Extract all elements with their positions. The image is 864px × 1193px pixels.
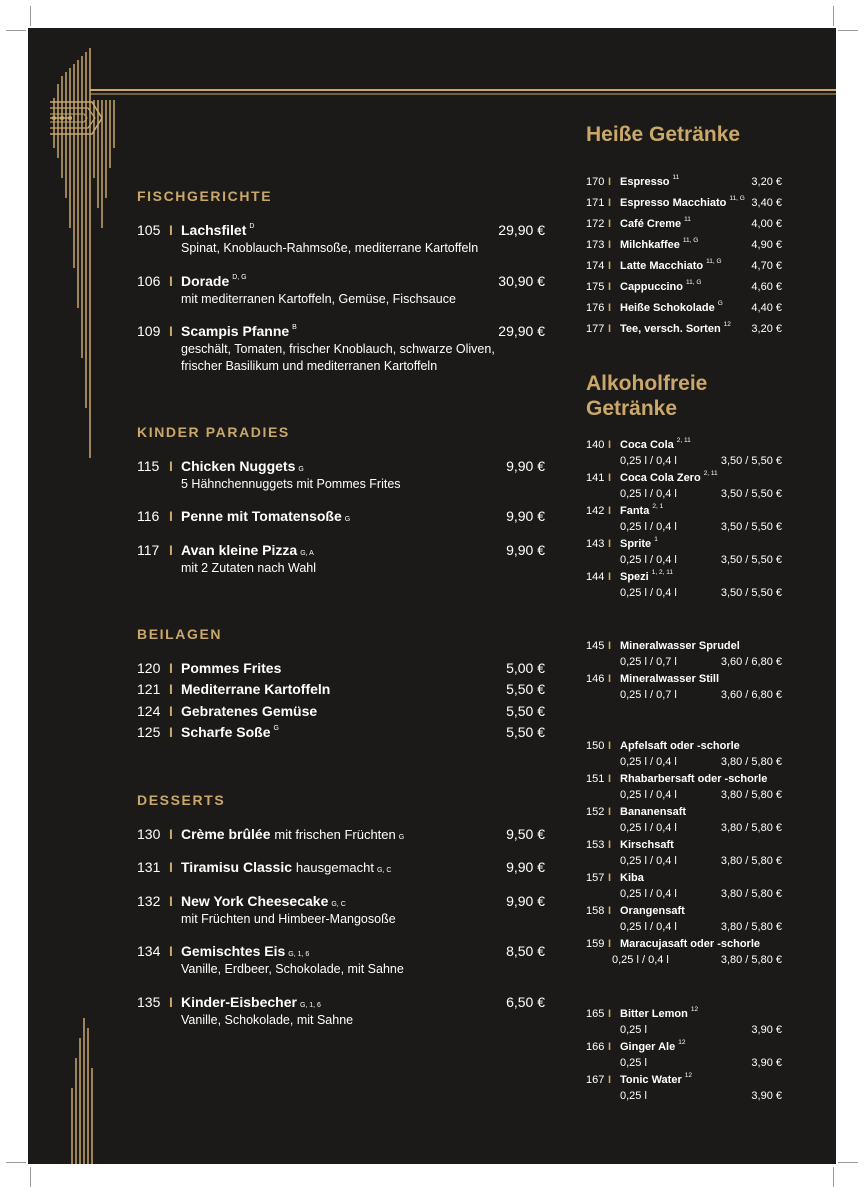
- menu-item: 134 I Gemischtes Eis G, 1, 6 8,50 € Vanille, Erdbeer, Schokolade, mit Sahne: [137, 943, 545, 976]
- crop-mark: [6, 1162, 26, 1163]
- section-title-desserts: DESSERTS: [137, 792, 226, 808]
- menu-item: 173 I Milchkaffee $^{11, G}$ 4,90 €: [586, 237, 782, 251]
- menu-item: 106 I Dorade $^{D, G}$ 30,90 € mit mediterranen Kartoffeln, Gemüse, Fischsauce: [137, 273, 545, 306]
- section-title-beilagen: BEILAGEN: [137, 626, 223, 642]
- menu-item: 177 I Tee, versch. Sorten $^{12}$ 3,20 €: [586, 321, 782, 335]
- menu-item: 150 I Apfelsaft oder -schorle: [586, 740, 740, 752]
- menu-item: 109 I Scampis Pfanne $^B$ 29,90 € geschält, Tomaten, frischer Knoblauch, schwarze Oliven, frischer Basilikum und mediterranen Kartoffeln: [137, 323, 545, 373]
- menu-item: 143 I Sprite $^1$: [586, 536, 658, 550]
- menu-item: 146 I Mineralwasser Still: [586, 673, 720, 685]
- menu-item: 115 I Chicken Nuggets G 9,90 € 5 Hähnchennuggets mit Pommes Frites: [137, 458, 545, 491]
- menu-item: 145 I Mineralwasser Sprudel: [586, 640, 740, 652]
- menu-item: 159 I Maracujasaft oder -schorle: [586, 938, 760, 950]
- menu-item: 140 I Coca Cola $^{2, 11}$: [586, 437, 691, 451]
- menu-item: 174 I Latte Macchiato $^{11, G}$ 4,70 €: [586, 258, 782, 272]
- section-title-heisse-getraenke: Heiße Getränke: [586, 123, 741, 146]
- menu-item: 151 I Rhabarbersaft oder -schorle: [586, 773, 768, 785]
- menu-item: 172 I Café Creme $^{11}$ 4,00 €: [586, 216, 782, 230]
- menu-item: 165 I Bitter Lemon $^{12}$: [586, 1006, 699, 1020]
- menu-item: 176 I Heiße Schokolade $^G$ 4,40 €: [586, 300, 782, 314]
- menu-item: 158 I Orangensaft: [586, 905, 685, 917]
- menu-item: 130 I Crème brûlée mit frischen Früchten G 9,50 €: [137, 826, 545, 842]
- menu-item: 167 I Tonic Water $^{12}$: [586, 1072, 692, 1086]
- menu-item: 142 I Fanta $^{2, 1}$: [586, 503, 664, 517]
- crop-mark: [833, 1167, 834, 1187]
- menu-item: 132 I New York Cheesecake G, C 9,90 € mit Früchten und Himbeer-Mangosoße: [137, 893, 545, 926]
- menu-item: 170 I Espresso $^{11}$ 3,20 €: [586, 174, 782, 188]
- crop-mark: [838, 1162, 858, 1163]
- menu-item: 153 I Kirschsaft: [586, 839, 674, 851]
- crop-mark: [30, 1167, 31, 1187]
- menu-item: 175 I Cappuccino $^{11, G}$ 4,60 €: [586, 279, 782, 293]
- menu-item: 171 I Espresso Macchiato $^{11, G}$ 3,40 €: [586, 195, 782, 209]
- section-title-alkoholfreie-getraenke: Alkoholfreie Getränke: [586, 372, 708, 420]
- menu-item: 120 I Pommes Frites 5,00 €: [137, 660, 545, 676]
- menu-item: 144 I Spezi $^{1, 2, 11}$: [586, 569, 673, 583]
- tonic-list: 165 I Bitter Lemon $^{12}$ 0,25 l 3,90 € 166 I Ginger Ale $^{12}$ 0,25 l 3,90 € 167 I Tonic Water $^{12}$ 0,25 l 3,90 €: [586, 1006, 782, 1102]
- crop-mark: [6, 30, 26, 31]
- menu-item: 124 I Gebratenes Gemüse 5,50 €: [137, 703, 545, 719]
- menu-item: 121 I Mediterrane Kartoffeln 5,50 €: [137, 681, 545, 697]
- juice-list: 150 I Apfelsaft oder -schorle 0,25 l / 0,4 l 3,80 / 5,80 € 151 I Rhabarbersaft oder -schorle 0,25 l / 0,4 l 3,80 / 5,80 € 152 I Bananensaft 0,25 l / 0,4 l 3,80 / 5,80 € 153 I Kirschsaft 0,25 l / 0,4 l 3,80 / 5,80 € 157 I Kiba 0,25 l / 0,4 l 3,80 / 5,80 € 158 I Orangensaft 0,25 l / 0,4 l 3,80 / 5,80 € 159 I Maracujasaft oder -schorle 0,25 l / 0,4 l 3,80 / 5,80 €: [586, 740, 782, 966]
- section-title-fischgerichte: FISCHGERICHTE: [137, 188, 273, 204]
- menu-item: 152 I Bananensaft: [586, 806, 687, 818]
- menu-item: 117 I Avan kleine Pizza G, A 9,90 € mit 2 Zutaten nach Wahl: [137, 542, 545, 575]
- menu-item: 157 I Kiba: [586, 872, 644, 884]
- softdrink-list: 140 I Coca Cola $^{2, 11}$ 0,25 l / 0,4 l 3,50 / 5,50 € 141 I Coca Cola Zero $^{2, 11}$ 0,25 l / 0,4 l 3,50 / 5,50 € 142 I Fanta $^{2, 1}$ 0,25 l / 0,4 l 3,50 / 5,50 € 143 I Sprite $^1$ 0,25 l / 0,4 l 3,50 / 5,50 € 144 I Spezi $^{1, 2, 11}$ 0,25 l / 0,4 l 3,50 / 5,50 €: [586, 437, 782, 599]
- crop-mark: [30, 6, 31, 26]
- crop-mark: [833, 6, 834, 26]
- hot-drink-list: [586, 174, 782, 337]
- menu-item: 141 I Coca Cola Zero $^{2, 11}$: [586, 470, 718, 484]
- menu-item: 105 I Lachsfilet $^D$ 29,90 € Spinat, Knoblauch-Rahmsoße, mediterrane Kartoffeln: [137, 222, 545, 255]
- water-list: 145 I Mineralwasser Sprudel 0,25 l / 0,7 l 3,60 / 6,80 € 146 I Mineralwasser Still 0,25 l / 0,7 l 3,60 / 6,80 €: [586, 640, 782, 701]
- menu-page: [28, 28, 836, 1164]
- section-title-kinder-paradies: KINDER PARADIES: [137, 424, 290, 440]
- menu-item: 166 I Ginger Ale $^{12}$: [586, 1039, 686, 1053]
- menu-item: 135 I Kinder-Eisbecher G, 1, 6 6,50 € Vanille, Schokolade, mit Sahne: [137, 994, 545, 1027]
- menu-item: 125 I Scharfe Soße $^G$ 5,50 €: [137, 724, 545, 740]
- crop-mark: [838, 30, 858, 31]
- menu-item: 116 I Penne mit Tomatensoße G 9,90 €: [137, 508, 545, 524]
- menu-item: 131 I Tiramisu Classic hausgemacht G, C 9,90 €: [137, 859, 545, 875]
